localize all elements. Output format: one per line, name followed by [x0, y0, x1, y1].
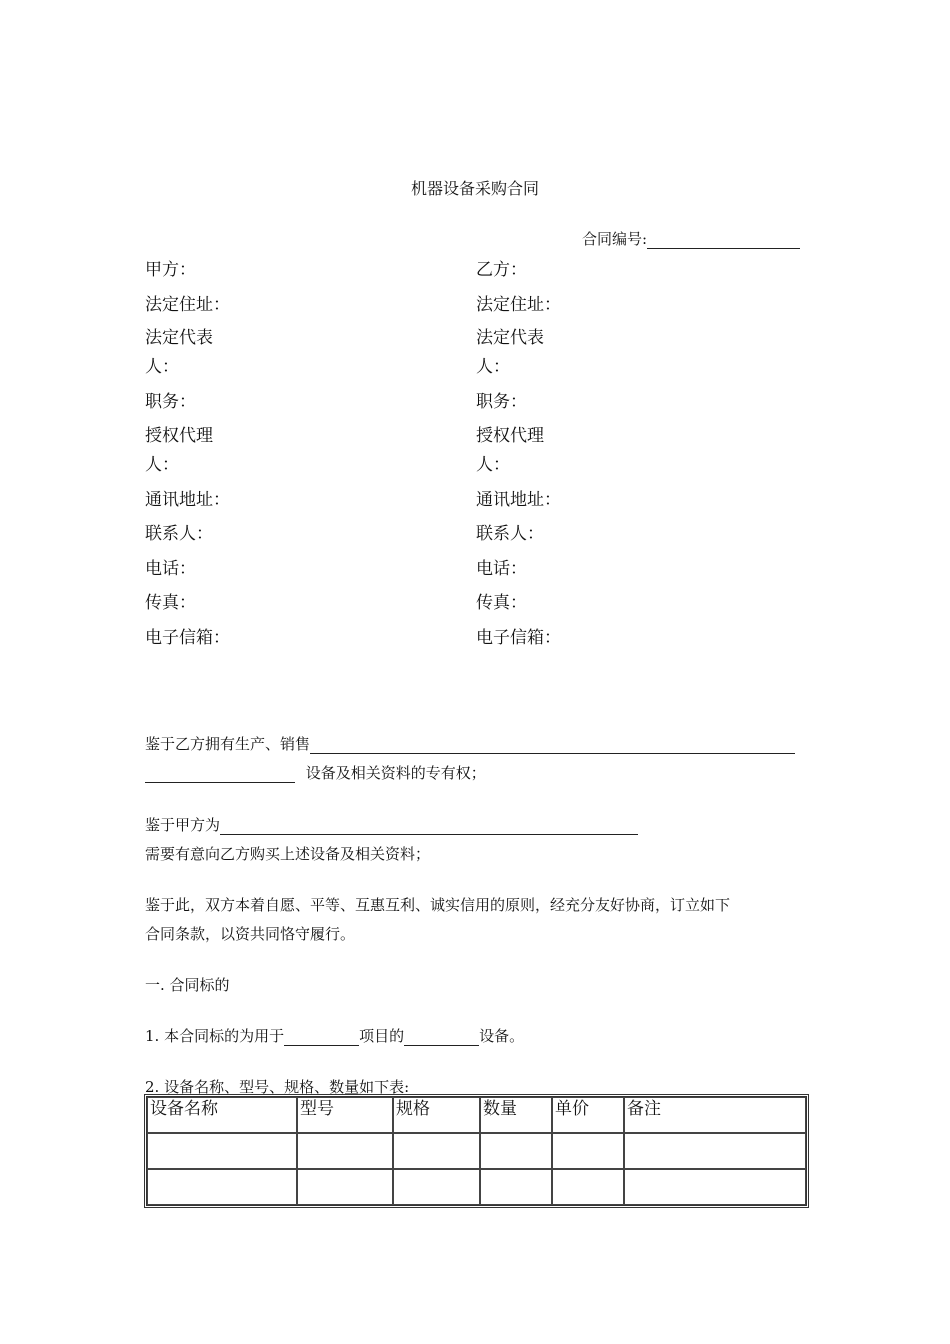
table-cell [297, 1169, 393, 1205]
header-cell-name: 设备名称 [147, 1097, 297, 1133]
party-a-position: 职务： [145, 392, 196, 412]
party-a-mail-address: 通讯地址： [145, 489, 230, 510]
recital-1-blank-b [145, 766, 295, 783]
recital-1-text-b: 设备及相关资料的专有权； [305, 764, 486, 782]
header-cell-quantity: 数量 [480, 1097, 552, 1133]
contract-number [582, 228, 800, 249]
table-cell [147, 1133, 297, 1169]
contract-number-label: 合同编号: [582, 230, 648, 248]
table-cell [393, 1169, 480, 1205]
recital-1-blank-a [310, 737, 795, 754]
recital-2-text-a: 鉴于甲方为 [145, 816, 221, 834]
party-a-contact: 联系人： [145, 524, 213, 544]
party-a-address: 法定住址： [145, 294, 230, 315]
header-cell-unit-price: 单价 [552, 1097, 624, 1133]
recital-2-line-1 [145, 814, 638, 835]
party-a-name: 甲方： [145, 260, 196, 280]
recital-1-text-a: 鉴于乙方拥有生产、销售 [145, 735, 311, 753]
document-title: 机器设备采购合同 [410, 179, 539, 198]
clause-1-blank-b [404, 1029, 479, 1046]
party-a-fax: 传真： [145, 593, 196, 613]
party-b-position: 职务： [476, 392, 527, 412]
contract-number-blank [647, 232, 800, 249]
party-a-block [145, 253, 265, 655]
party-b-block [476, 253, 596, 655]
clause-1 [145, 1025, 524, 1046]
party-b-agent: 授权代理人： [476, 425, 544, 475]
table-row [147, 1169, 806, 1205]
table-cell [393, 1133, 480, 1169]
table-cell [147, 1169, 297, 1205]
party-b-name: 乙方： [476, 260, 527, 280]
party-b-contact: 联系人： [476, 524, 544, 544]
header-cell-spec: 规格 [393, 1097, 480, 1133]
table-cell [552, 1133, 624, 1169]
clause-1-blank-a [284, 1029, 359, 1046]
recital-3-line-2: 合同条款，以资共同恪守履行。 [145, 925, 356, 943]
party-b-legal-rep: 法定代表人： [476, 328, 544, 377]
equipment-table [144, 1094, 809, 1208]
clause-1-text-a: 1. 本合同标的为用于 [145, 1027, 285, 1045]
recital-2-text-b: 需要有意向乙方购买上述设备及相关资料； [145, 845, 431, 863]
table-row [147, 1133, 806, 1169]
recital-1-line-1 [145, 733, 795, 754]
table-cell [624, 1133, 806, 1169]
party-b-email: 电子信箱： [476, 627, 561, 648]
party-a-agent: 授权代理人： [145, 425, 213, 475]
party-b-phone: 电话： [476, 558, 527, 579]
header-cell-model: 型号 [297, 1097, 393, 1133]
table-cell [480, 1169, 552, 1205]
table-cell [480, 1133, 552, 1169]
recital-1-line-2 [145, 762, 486, 783]
party-a-legal-rep: 法定代表人： [145, 328, 213, 377]
party-a-phone: 电话： [145, 558, 196, 579]
section-1-heading: 一. 合同标的 [145, 976, 230, 994]
clause-1-text-b: 项目的 [359, 1027, 405, 1045]
party-a-email: 电子信箱： [145, 627, 230, 648]
party-b-address: 法定住址： [476, 294, 561, 315]
party-b-mail-address: 通讯地址： [476, 489, 561, 510]
header-cell-remarks: 备注 [624, 1097, 806, 1133]
clause-1-text-c: 设备。 [479, 1027, 525, 1045]
table-cell [552, 1169, 624, 1205]
recital-2-blank [220, 818, 638, 835]
table-cell [624, 1169, 806, 1205]
equipment-table-header [147, 1097, 806, 1133]
party-b-fax: 传真： [476, 593, 527, 613]
clause-2: 2. 设备名称、型号、规格、数量如下表: [145, 1078, 410, 1096]
recital-3-line-1: 鉴于此，双方本着自愿、平等、互惠互利、诚实信用的原则，经充分友好协商，订立如下 [145, 896, 731, 914]
table-cell [297, 1133, 393, 1169]
